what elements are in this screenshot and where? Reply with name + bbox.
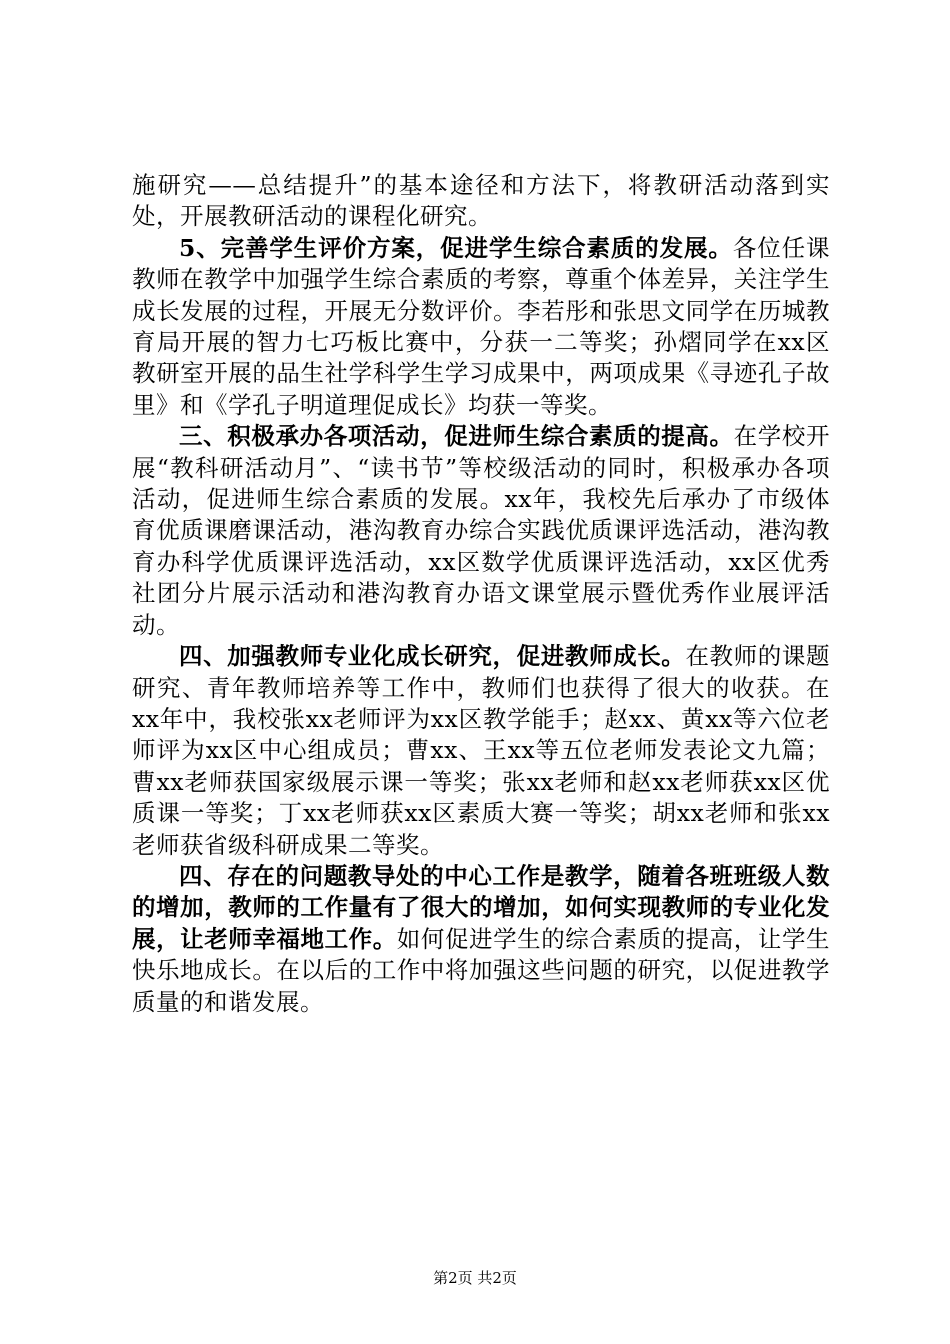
paragraph-text: 如何促进学生的综合素质的提高，让学生快乐地成长。在以后的工作中将加强这些问题的研究，以促进教学质量的和谐发展。 [132,924,831,1016]
paragraph-text: 施研究——总结提升”的基本途径和方法下，将教研活动落到实处，开展教研活动的课程化研究。 [132,171,830,231]
paragraph-existing-problems [132,861,830,1018]
page-footer [0,1268,950,1288]
paragraph-text: 各位任课教师在教学中加强学生综合素质的考察，尊重个体差异，关注学生成长发展的过程，开展无分数评价。李若彤和张思文同学在历城教育局开展的智力七巧板比赛中，分获一二等奖；孙熠同学在xx区教研室开展的品生社学科学生学习成果中，两项成果《寻迹孔子故里》和《学孔子明道理促成长》均获一等奖。 [132,233,830,419]
paragraph-heading: 三、积极承办各项活动，促进师生综合素质的提高。 [179,422,734,451]
paragraph-teacher-growth [132,641,830,861]
paragraph-text: 在教师的课题研究、青年教师培养等工作中，教师们也获得了很大的收获。在xx年中，我校张xx老师评为xx区教学能手；赵xx、黄xx等六位老师评为xx区中心组成员；曹xx、王xx等五位老师发表论文九篇；曹xx老师获国家级展示课一等奖；张xx老师和赵xx老师获xx区优质课一等奖；丁xx老师获xx区素质大赛一等奖；胡xx老师和张xx老师获省级科研成果二等奖。 [132,642,831,859]
paragraph-heading: 四、加强教师专业化成长研究，促进教师成长。 [179,642,686,671]
paragraph-host-activities [132,421,830,641]
paragraph-text: 在学校开展“教科研活动月”、“读书节”等校级活动的同时，积极承办各项活动，促进师生综合素质的发展。xx年，我校先后承办了市级体育优质课磨课活动，港沟教育办综合实践优质课评选活动，港沟教育办科学优质课评选活动，xx区数学优质课评选活动，xx区优秀社团分片展示活动和港沟教育办语文课堂展示暨优秀作业展评活动。 [132,422,831,639]
paragraph-continuation [132,170,830,233]
paragraph-heading: 5、完善学生评价方案，促进学生综合素质的发展。 [179,233,733,262]
page-number-label: 第2页 共2页 [433,1269,517,1287]
paragraph-student-evaluation [132,233,830,421]
document-body [132,170,830,1018]
paragraph-heading: 四、存在的问题教导处的中心工作是教学，随着各班班级人数的增加，教师的工作量有了很大的增加，如何实现教师的专业化发展，让老师幸福地工作。 [132,861,830,953]
